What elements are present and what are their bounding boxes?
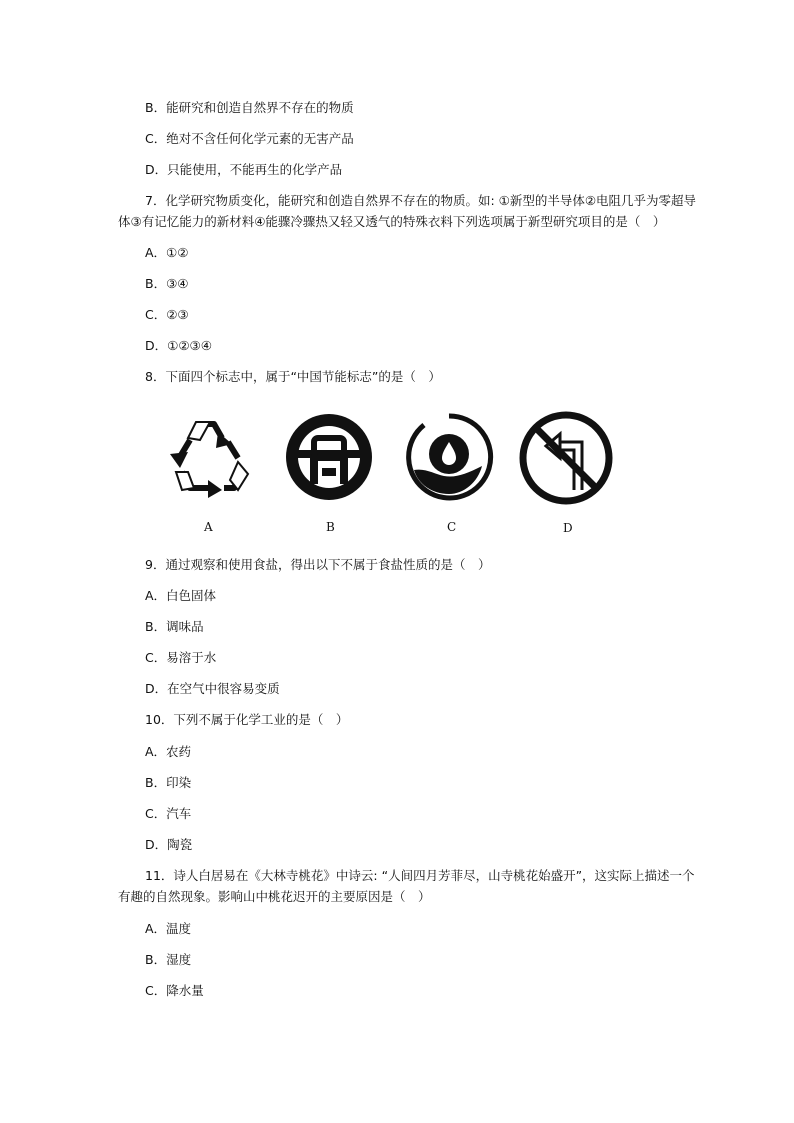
q9-option-d: D．在空气中很容易变质 xyxy=(145,681,280,696)
q11-option-b: B．湿度 xyxy=(145,952,192,967)
logo-a-label: A xyxy=(204,520,213,534)
q6-option-b: B．能研究和创造自然界不存在的物质 xyxy=(145,100,354,115)
energy-saving-icon xyxy=(284,412,374,502)
q11-stem-line1: 11．诗人白居易在《大林寺桃花》中诗云: “人间四月芳菲尽，山寺桃花始盛开”，这实际上描述一个 xyxy=(145,868,695,883)
recycle-icon xyxy=(160,410,254,504)
water-saving-icon xyxy=(404,412,494,502)
q11-stem-line2: 有趣的自然现象。影响山中桃花迟开的主要原因是（ ） xyxy=(118,889,431,904)
q10-option-c: C．汽车 xyxy=(145,806,192,821)
q8-stem: 8．下面四个标志中，属于“中国节能标志”的是（ ） xyxy=(145,369,441,384)
q7-option-a: A．①② xyxy=(145,245,189,260)
q6-option-d: D．只能使用，不能再生的化学产品 xyxy=(145,162,343,177)
q7-stem-line2: 体③有记忆能力的新材料④能骤冷骤热又轻又透气的特殊衣料下列选项属于新型研究项目的是（ ） xyxy=(118,214,666,229)
q7-option-d: D．①②③④ xyxy=(145,338,212,353)
logo-c-label: C xyxy=(447,520,457,534)
q10-option-b: B．印染 xyxy=(145,775,192,790)
q7-stem-line1: 7．化学研究物质变化，能研究和创造自然界不存在的物质。如: ①新型的半导体②电阻几乎为零超导 xyxy=(145,193,697,208)
q10-option-a: A．农药 xyxy=(145,744,192,759)
no-left-turn-icon xyxy=(518,410,614,506)
q9-option-c: C．易溶于水 xyxy=(145,650,217,665)
q7-option-b: B．③④ xyxy=(145,276,189,291)
q6-option-c: C．绝对不含任何化学元素的无害产品 xyxy=(145,131,354,146)
q9-option-b: B．调味品 xyxy=(145,619,204,634)
logo-d-label: D xyxy=(563,521,573,535)
q11-option-c: C．降水量 xyxy=(145,983,204,998)
q10-stem: 10．下列不属于化学工业的是（ ） xyxy=(145,712,349,727)
q9-option-a: A．白色固体 xyxy=(145,588,217,603)
logo-b-label: B xyxy=(326,520,335,534)
q7-option-c: C．②③ xyxy=(145,307,189,322)
q10-option-d: D．陶瓷 xyxy=(145,837,193,852)
q11-option-a: A．温度 xyxy=(145,921,192,936)
q9-stem: 9．通过观察和使用食盐，得出以下不属于食盐性质的是（ ） xyxy=(145,557,491,572)
